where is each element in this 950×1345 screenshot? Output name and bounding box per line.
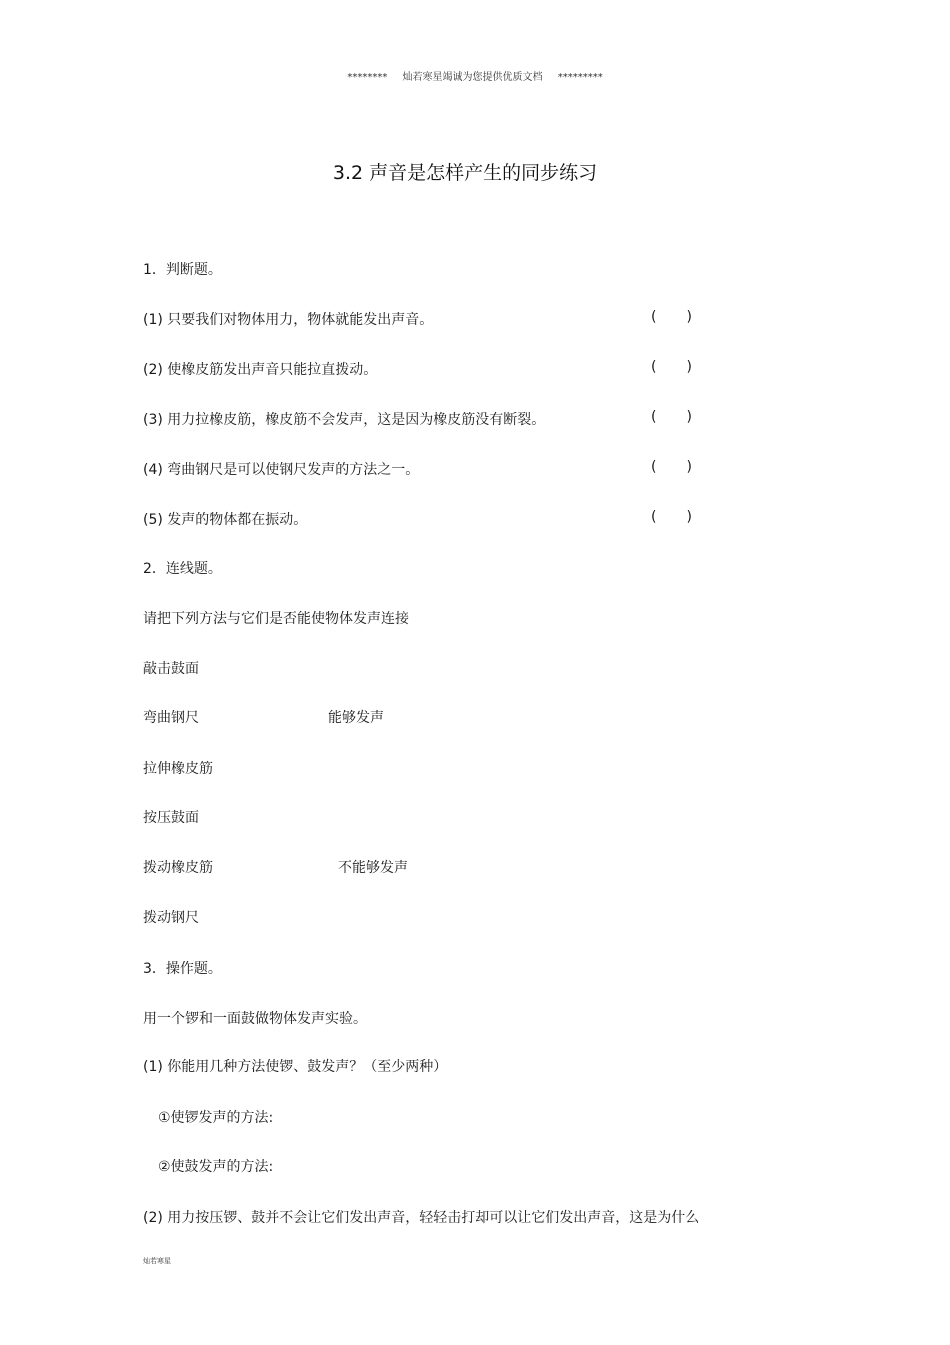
match-left-3: 拉伸橡皮筋: [143, 761, 213, 777]
answer-blank-1: ( ): [651, 309, 692, 325]
q3-part-2: (2) 用力按压锣、鼓并不会让它们发出声音，轻轻击打却可以让它们发出声音，这是为什么: [143, 1210, 700, 1226]
answer-blank-2: ( ): [651, 359, 692, 375]
q2-instruction: 请把下列方法与它们是否能使物体发声连接: [143, 611, 409, 627]
q3-sub-1: ①使锣发声的方法:: [158, 1110, 274, 1126]
match-right-2: 不能够发声: [338, 860, 408, 876]
match-left-2: 弯曲钢尺: [143, 710, 199, 726]
q1-item-3: (3) 用力拉橡皮筋，橡皮筋不会发声，这是因为橡皮筋没有断裂。: [143, 412, 546, 428]
header-text: 灿若寒星竭诚为您提供优质文档: [402, 72, 543, 83]
q2-heading: 2．连线题。: [143, 561, 222, 577]
answer-blank-3: ( ): [651, 409, 692, 425]
q1-item-2: (2) 使橡皮筋发出声音只能拉直拨动。: [143, 362, 378, 378]
match-left-6: 拨动钢尺: [143, 910, 199, 926]
match-left-5: 拨动橡皮筋: [143, 860, 213, 876]
q1-item-5: (5) 发声的物体都在振动。: [143, 512, 308, 528]
answer-blank-4: ( ): [651, 459, 692, 475]
q3-part-1: (1) 你能用几种方法使锣、鼓发声？（至少两种）: [143, 1059, 448, 1075]
document-title: 3.2 声音是怎样产生的同步练习: [332, 162, 598, 184]
header-stars-left: ********: [347, 72, 388, 83]
header-stars-right: *********: [557, 72, 603, 83]
q1-item-4: (4) 弯曲钢尺是可以使钢尺发声的方法之一。: [143, 462, 420, 478]
q3-heading: 3．操作题。: [143, 961, 222, 977]
page-footer: 灿若寒星: [143, 1257, 171, 1265]
q3-intro: 用一个锣和一面鼓做物体发声实验。: [143, 1011, 367, 1027]
match-right-1: 能够发声: [328, 710, 384, 726]
q1-heading: 1．判断题。: [143, 262, 222, 278]
answer-blank-5: ( ): [651, 509, 692, 525]
match-left-4: 按压鼓面: [143, 810, 199, 826]
q1-item-1: (1) 只要我们对物体用力，物体就能发出声音。: [143, 312, 434, 328]
page-header: [0, 68, 950, 83]
q3-sub-2: ②使鼓发声的方法:: [158, 1159, 274, 1175]
match-left-1: 敲击鼓面: [143, 661, 199, 677]
